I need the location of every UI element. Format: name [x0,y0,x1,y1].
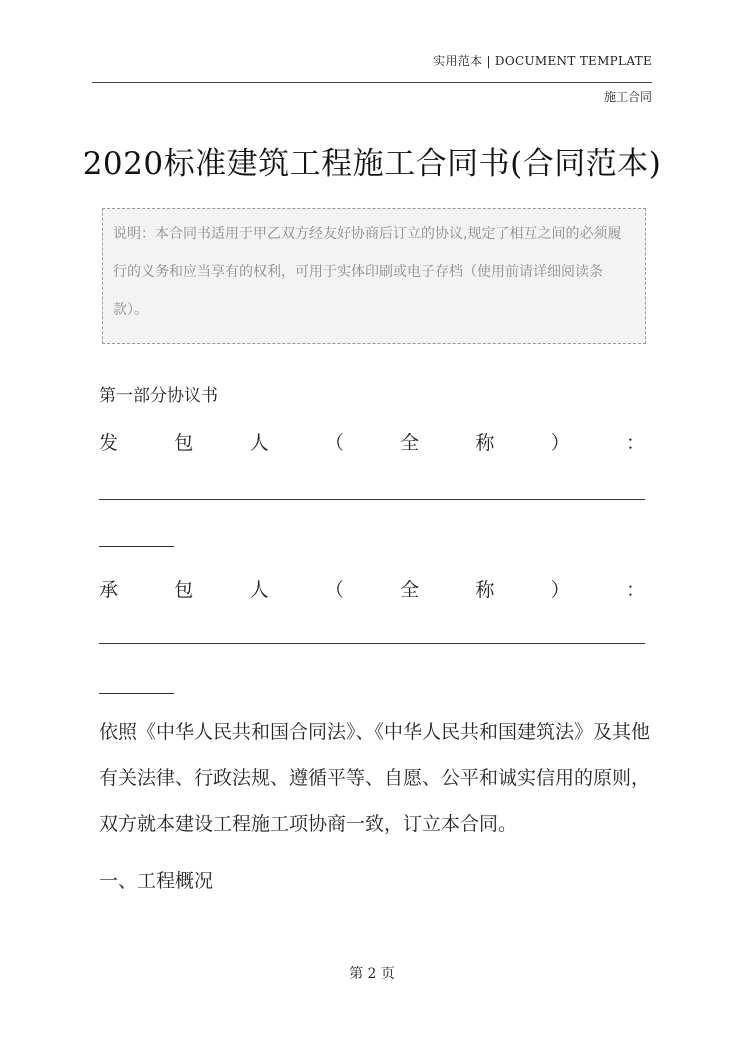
employer-char: ： [625,432,645,454]
employer-char: （ [324,432,344,454]
preamble-line: 双方就本建设工程施工项协商一致，订立本合同。 [99,813,518,835]
preamble-line: 依照《中华人民共和国合同法》、《中华人民共和国建筑法》及其他 [99,721,651,743]
notice-box [102,208,646,344]
contractor-char: ） [550,579,570,601]
employer-char: 人 [249,432,269,454]
preamble-line: 有关法律、行政法规、遵循平等、自愿、公平和诚实信用的原则， [99,767,651,789]
employer-label [99,428,645,455]
employer-char: ） [550,432,570,454]
contractor-char: ： [625,579,645,601]
header-brand: 实用范本 | DOCUMENT TEMPLATE [433,54,652,68]
header-divider [92,82,652,83]
employer-name-blank-continued[interactable] [99,546,174,547]
contractor-name-blank[interactable] [99,643,645,644]
page-title: 2020标准建筑工程施工合同书(合同范本) [82,146,662,182]
part-title: 第一部分协议书 [99,386,218,406]
page-number: 第 2 页 [349,966,395,982]
contractor-char: （ [324,579,344,601]
contractor-char: 称 [475,579,495,601]
contractor-char: 人 [249,579,269,601]
section-heading: 一、工程概况 [99,870,214,892]
contractor-label [99,575,645,602]
employer-char: 称 [475,432,495,454]
contractor-char: 包 [174,579,194,601]
header-subtitle: 施工合同 [603,90,652,104]
contractor-name-blank-continued[interactable] [99,693,174,694]
preamble-paragraph [99,709,659,847]
employer-name-blank[interactable] [99,499,645,500]
contractor-char: 全 [400,579,420,601]
employer-char: 包 [174,432,194,454]
employer-char: 全 [400,432,420,454]
employer-char: 发 [99,432,119,454]
notice-text: 说明：本合同书适用于甲乙双方经友好协商后订立的协议,规定了相互之间的必须履行的义务和应当享有的权利，可用于实体印刷或电子存档（使用前请详细阅读条款）。 [113,226,622,318]
contractor-char: 承 [99,579,119,601]
